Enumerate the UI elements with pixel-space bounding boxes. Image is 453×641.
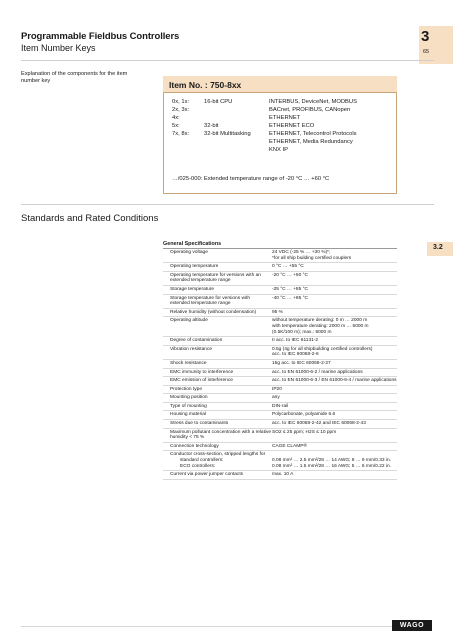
spec-value-line: 0.08 mm² … 2.5 mm²/28 … 14 AWG; 8 … 9 mm/0.33 in. [272,458,391,464]
spec-row [163,272,397,286]
spec-label-line: Shock resistance [170,360,207,366]
spec-value-line: max. 10 A [272,472,294,478]
spec-label [163,309,272,317]
spec-value-line: 95 % [272,309,283,315]
spec-label [163,443,272,451]
spec-row [163,346,397,360]
spec-label-line: Storage temperature [170,286,214,292]
spec-label-line: extended temperature range [170,301,231,307]
spec-row [163,386,397,395]
spec-label [163,411,272,419]
key-bus: ETHERNET, Media Redundancy [269,139,353,145]
spec-value [272,346,397,359]
spec-value-line: 0 °C … +55 °C [272,264,304,270]
spec-row [163,429,397,443]
chapter-number: 3 [421,28,430,45]
key-bus: ETHERNET ECO [269,123,315,129]
spec-label-line: EMC immunity to interference [170,369,234,375]
spec-label-line: Operating altitude [170,318,208,324]
spec-value [272,369,397,377]
spec-value [272,443,397,451]
key-bus: ETHERNET, Telecontrol Protocols [269,131,357,137]
spec-label-line: humidity < 75 % [170,435,205,441]
footer-divider [21,626,410,627]
spec-label-line: Current via power jumper contacts [170,472,244,478]
spec-row [163,403,397,412]
spec-label [163,286,272,294]
spec-label-line: EMC emission of interference [170,378,233,384]
spec-row [163,309,397,318]
spec-value-line: 0.08 mm² … 1.5 mm²/28 … 16 AWG; 5 … 6 mm/0.22 in. [272,463,391,469]
key-bus: BACnet, PROFIBUS, CANopen [269,107,351,113]
spec-label [163,429,272,442]
spec-label-line: Conductor cross-section, stripped lengths for [170,452,266,458]
spec-value [272,263,397,271]
spec-value-line: IP20 [272,386,282,392]
spec-label-line: Relative humidity (without condensation) [170,309,257,315]
spec-row [163,411,397,420]
spec-row [163,394,397,403]
specs-table [163,249,397,480]
spec-value-line: with temperature derating: 2000 m … 5000 m [272,323,369,329]
page-number: 65 [423,49,430,55]
spec-label [163,317,272,336]
spec-row [163,263,397,272]
spec-value [272,317,397,336]
spec-value [272,309,397,317]
spec-value [272,377,397,385]
spec-row [163,317,397,337]
spec-label-line: Connection technology [170,443,219,449]
spec-value [272,272,397,285]
spec-label [163,346,272,359]
section-divider [21,204,434,205]
spec-value [272,451,397,470]
section-tab-label: 3.2 [433,244,443,251]
spec-label [163,451,272,470]
spec-value-line: acc. to EN 61000-6-3 / EN 61000-6-4 / marine applications [272,378,397,384]
key-code: 2x, 3x: [172,107,190,113]
spec-label-line: Mounting position [170,395,208,401]
key-bus: KNX IP [269,147,289,153]
key-code: 4x: [172,115,180,121]
spec-row [163,360,397,369]
explanation-text: Explanation of the components for the item number key [21,71,128,84]
item-key-footnote: …/025-000: Extended temperature range of -20 °C … +60 °C [172,176,330,182]
spec-value-line: Polycarbonate, polyamide 6.6 [272,412,336,418]
spec-row [163,295,397,309]
spec-label-line: Degree of contamination [170,338,223,344]
spec-value-line: SO2 ≤ 25 ppm; H2S ≤ 10 ppm [272,429,337,435]
spec-label-line: extended temperature range [170,278,231,284]
specs-heading: General Specifications [163,241,222,247]
page-subtitle: Item Number Keys [21,43,96,53]
spec-value-line: CAGE CLAMP® [272,443,307,449]
spec-value-line: 0.5g (4g for all shipbuilding certified controllers) [272,346,373,352]
spec-value [272,420,397,428]
spec-row [163,249,397,263]
spec-value-line: -25 °C … +85 °C [272,286,308,292]
spec-value [272,286,397,294]
spec-label-line: Operating temperature [170,264,219,270]
key-bus: INTERBUS, DeviceNet, MODBUS [269,99,357,105]
spec-label-line: Stress due to contaminants [170,421,229,427]
spec-label [163,386,272,394]
spec-value-line: II acc. to IEC 61131-2 [272,338,319,344]
spec-value [272,249,397,262]
page-title: Programmable Fieldbus Controllers [21,31,180,42]
section-title: Standards and Rated Conditions [21,213,159,224]
spec-value [272,394,397,402]
spec-row [163,369,397,378]
spec-label [163,295,272,308]
spec-value [272,295,397,308]
spec-label-line: Type of mounting [170,403,207,409]
spec-label [163,420,272,428]
key-bus: ETHERNET [269,115,301,121]
spec-value-line: 24 VDC (-25 % … +30 %)*; [272,250,331,255]
spec-label [163,394,272,402]
spec-label [163,249,272,262]
item-number-label: Item No. : 750-8xx [169,80,242,90]
spec-label [163,263,272,271]
spec-label [163,337,272,345]
key-cpu: 16-bit CPU [204,99,233,105]
spec-label-line: Protection type [170,386,202,392]
spec-value [272,360,397,368]
spec-label-line: Vibration resistance [170,346,213,352]
spec-value [272,337,397,345]
spec-value [272,429,397,442]
spec-label [163,377,272,385]
spec-value-line: any [272,395,280,401]
spec-row [163,377,397,386]
spec-value [272,471,397,479]
spec-value-line: without temperature derating: 0 m … 2000 m [272,318,368,324]
spec-row [163,286,397,295]
spec-label-line: Operating temperature for versions with an [170,272,261,278]
spec-value-line: acc. to IEC 60068-2-42 and IEC 60068-2-43 [272,421,366,427]
key-code: 5x: [172,123,180,129]
spec-label [163,403,272,411]
spec-value-line: acc. to IEC 60068-2-6 [272,352,319,358]
key-cpu: 32-bit [204,123,219,129]
spec-value-line: (0.5K/100 m); max.: 5000 m [272,329,332,335]
spec-value-line: DIN-rail [272,403,289,409]
spec-label-line: Storage temperature for versions with [170,295,250,301]
key-cpu: 32-bit Multitasking [204,131,251,137]
key-code: 0x, 1x: [172,99,190,105]
wago-logo: WAGO [392,620,432,631]
spec-row [163,443,397,452]
spec-row [163,451,397,471]
spec-row [163,420,397,429]
spec-value-line: *for all ship building certified couplers [272,255,352,261]
spec-value [272,403,397,411]
spec-label [163,360,272,368]
spec-label [163,369,272,377]
spec-value-line: -40 °C … +85 °C [272,295,308,301]
spec-label [163,272,272,285]
spec-label-line: Maximum pollutant concentration with a relative [170,429,272,435]
spec-value-line: -20 °C … +60 °C [272,272,308,278]
spec-value-line: acc. to EN 61000-6-2 / marine applications [272,369,363,375]
spec-label-line: standard controllers: [180,458,224,464]
header-divider [21,60,434,61]
spec-value [272,411,397,419]
spec-label [163,471,272,479]
spec-label-line: Housing material [170,412,206,418]
key-code: 7x, 8x: [172,131,190,137]
spec-label-line: ECO controllers: [180,463,216,469]
spec-value-line: 15g acc. to IEC 60068-2-27 [272,360,331,366]
spec-row [163,471,397,480]
spec-label-line: Operating voltage [170,250,208,255]
spec-row [163,337,397,346]
spec-value [272,386,397,394]
